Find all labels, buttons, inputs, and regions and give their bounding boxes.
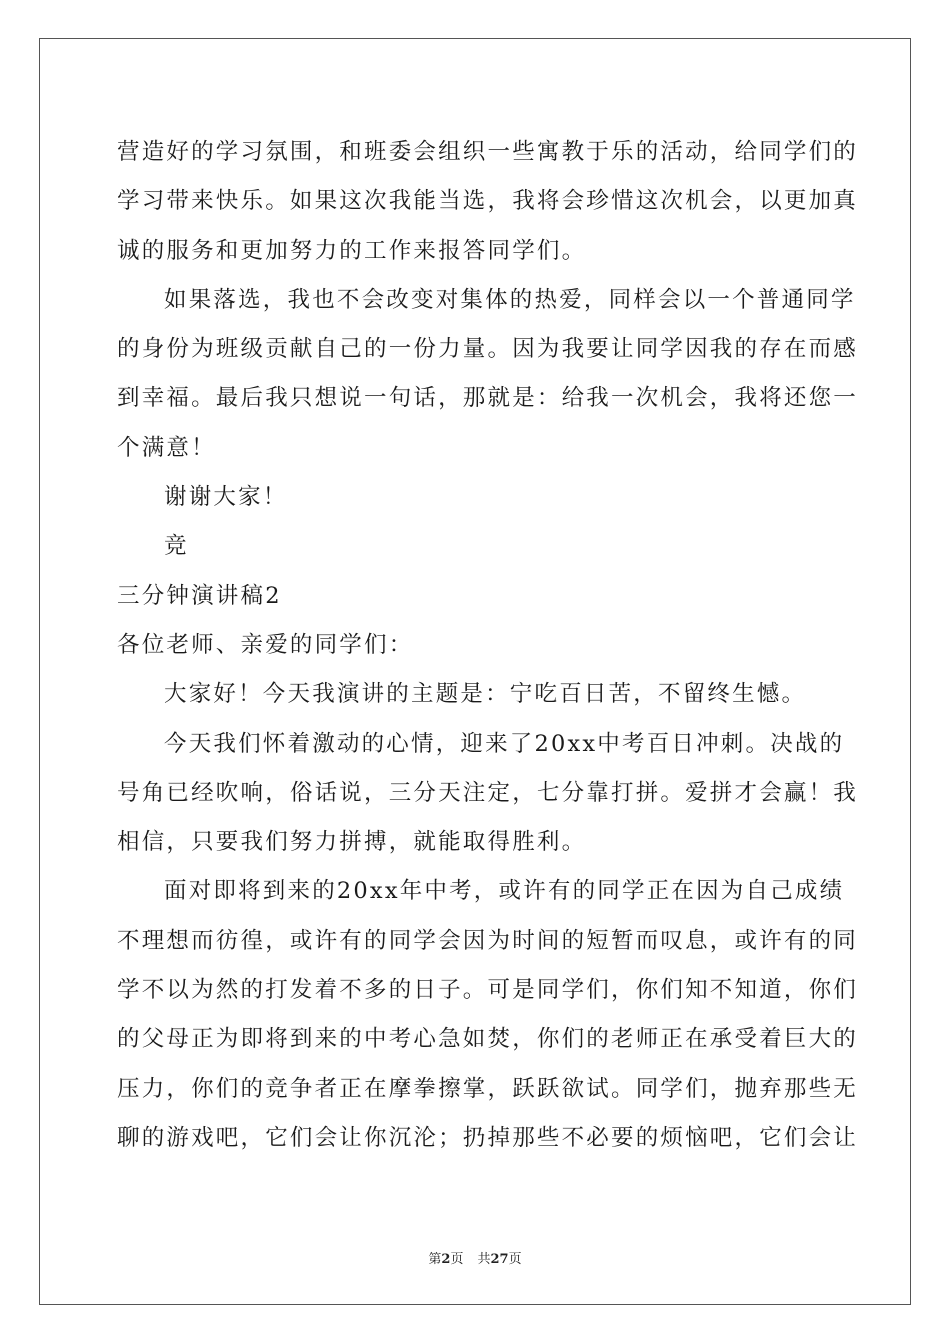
footer-total-suffix: 页	[508, 1252, 522, 1267]
text-line: 压力，你们的竞争者正在摩拳擦掌，跃跃欲试。同学们，抛弃那些无	[117, 1075, 859, 1102]
footer-total-pages: 27	[490, 1252, 509, 1267]
text-line: 各位老师、亲爱的同学们：	[117, 631, 414, 658]
footer-page-number: 2	[441, 1252, 451, 1267]
text-line: 营造好的学习氛围，和班委会组织一些寓教于乐的活动，给同学们的	[117, 139, 859, 165]
text-line: 到幸福。最后我只想说一句话，那就是：给我一次机会，我将还您一	[117, 385, 859, 412]
footer-page-prefix: 第	[428, 1252, 442, 1267]
text-line: 学习带来快乐。如果这次我能当选，我将会珍惜这次机会，以更加真	[117, 188, 859, 215]
text-line: 今天我们怀着激动的心情，迎来了20xx中考百日冲刺。决战的	[164, 730, 845, 757]
footer-page-suffix: 页	[450, 1252, 464, 1267]
text-line: 大家好！今天我演讲的主题是：宁吃百日苦，不留终生憾。	[164, 681, 807, 708]
text-line: 不理想而彷徨，或许有的同学会因为时间的短暂而叹息，或许有的同	[117, 927, 859, 954]
document-body	[117, 128, 859, 1163]
text-line: 聊的游戏吧，它们会让你沉沦；扔掉那些不必要的烦恼吧，它们会让	[117, 1124, 859, 1151]
text-line: 相信，只要我们努力拼搏，就能取得胜利。	[117, 829, 587, 856]
text-line: 竞	[164, 533, 189, 560]
text-line: 如果落选，我也不会改变对集体的热爱，同样会以一个普通同学	[164, 286, 856, 313]
text-line: 学不以为然的打发着不多的日子。可是同学们，你们知不知道，你们	[117, 977, 859, 1004]
text-line: 三分钟演讲稿2	[117, 582, 282, 609]
page-footer	[0, 1248, 950, 1267]
text-line: 号角已经吹响，俗话说，三分天注定，七分靠打拼。爱拼才会赢！我	[117, 779, 859, 806]
text-line: 个满意！	[117, 434, 216, 461]
text-line: 诚的服务和更加努力的工作来报答同学们。	[117, 237, 587, 264]
text-line: 的身份为班级贡献自己的一份力量。因为我要让同学因我的存在而感	[117, 336, 859, 363]
text-line: 的父母正为即将到来的中考心急如焚，你们的老师正在承受着巨大的	[117, 1026, 859, 1053]
text-line: 谢谢大家！	[164, 484, 288, 511]
text-line: 面对即将到来的20xx年中考，或许有的同学正在因为自己成绩	[164, 878, 845, 905]
footer-total-prefix: 共	[477, 1252, 491, 1267]
